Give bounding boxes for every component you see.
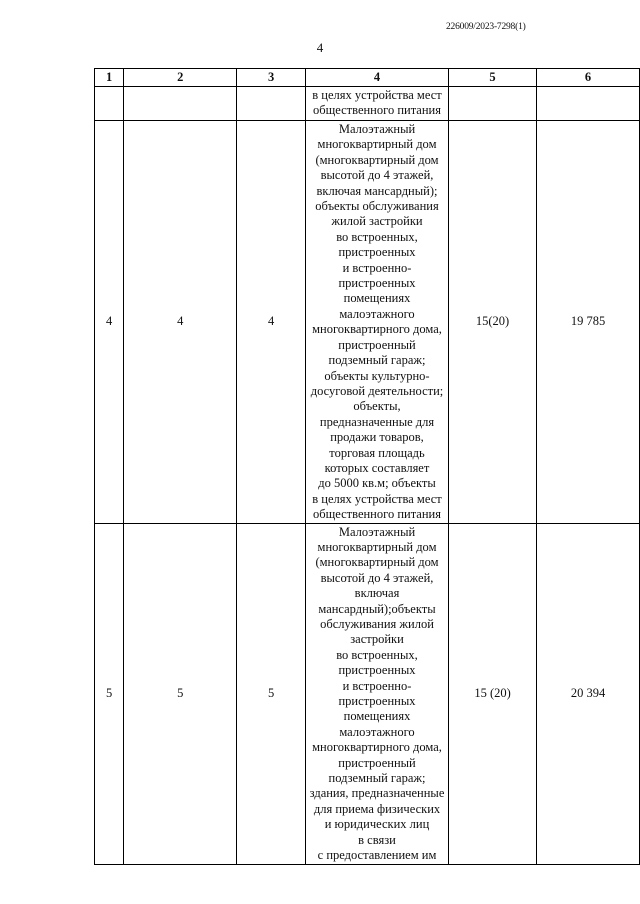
cell-col3: 5 [237, 523, 306, 864]
cell-col2: 5 [124, 523, 237, 864]
table-row [95, 121, 640, 524]
cell-col5: 15(20) [449, 121, 537, 524]
cell-col5: 15 (20) [449, 523, 537, 864]
header-cell-5: 5 [449, 69, 537, 87]
cell-description: в целях устройства мест общественного питания [305, 87, 448, 121]
table-header-row [95, 69, 640, 87]
zoning-table [94, 68, 640, 865]
cell-description: Малоэтажный многоквартирный дом (многоквартирный дом высотой до 4 этажей, включая мансардный); объекты обслуживания жилой застройки во встроенных, пристроенных и встроенно- пристроенных помещениях малоэтажного многоквартирного дома, пристроенный подземный гараж; объекты культурно- досуговой деятельности; объекты, предназначенные для продажи товаров, торговая площадь которых составляет до 5000 кв.м; объекты в целях устройства мест общественного питания [305, 121, 448, 524]
cell-col1 [95, 87, 124, 121]
cell-col1: 4 [95, 121, 124, 524]
document-number: 226009/2023-7298(1) [446, 22, 526, 32]
cell-col2 [124, 87, 237, 121]
cell-col5 [449, 87, 537, 121]
cell-col3: 4 [237, 121, 306, 524]
cell-col6: 20 394 [537, 523, 640, 864]
header-cell-4: 4 [305, 69, 448, 87]
cell-col1: 5 [95, 523, 124, 864]
header-cell-2: 2 [124, 69, 237, 87]
cell-col3 [237, 87, 306, 121]
cell-description: Малоэтажный многоквартирный дом (многоквартирный дом высотой до 4 этажей, включая мансардный);объекты обслуживания жилой застройки во встроенных, пристроенных и встроенно- пристроенных помещениях малоэтажного многоквартирного дома, пристроенный подземный гараж; здания, предназначенные для приема физических и юридических лиц в связи с предоставлением им [305, 523, 448, 864]
cell-col6: 19 785 [537, 121, 640, 524]
cell-col6 [537, 87, 640, 121]
table-row [95, 87, 640, 121]
header-cell-1: 1 [95, 69, 124, 87]
header-cell-3: 3 [237, 69, 306, 87]
cell-col2: 4 [124, 121, 237, 524]
header-cell-6: 6 [537, 69, 640, 87]
table-row [95, 523, 640, 864]
page-number: 4 [316, 40, 324, 55]
